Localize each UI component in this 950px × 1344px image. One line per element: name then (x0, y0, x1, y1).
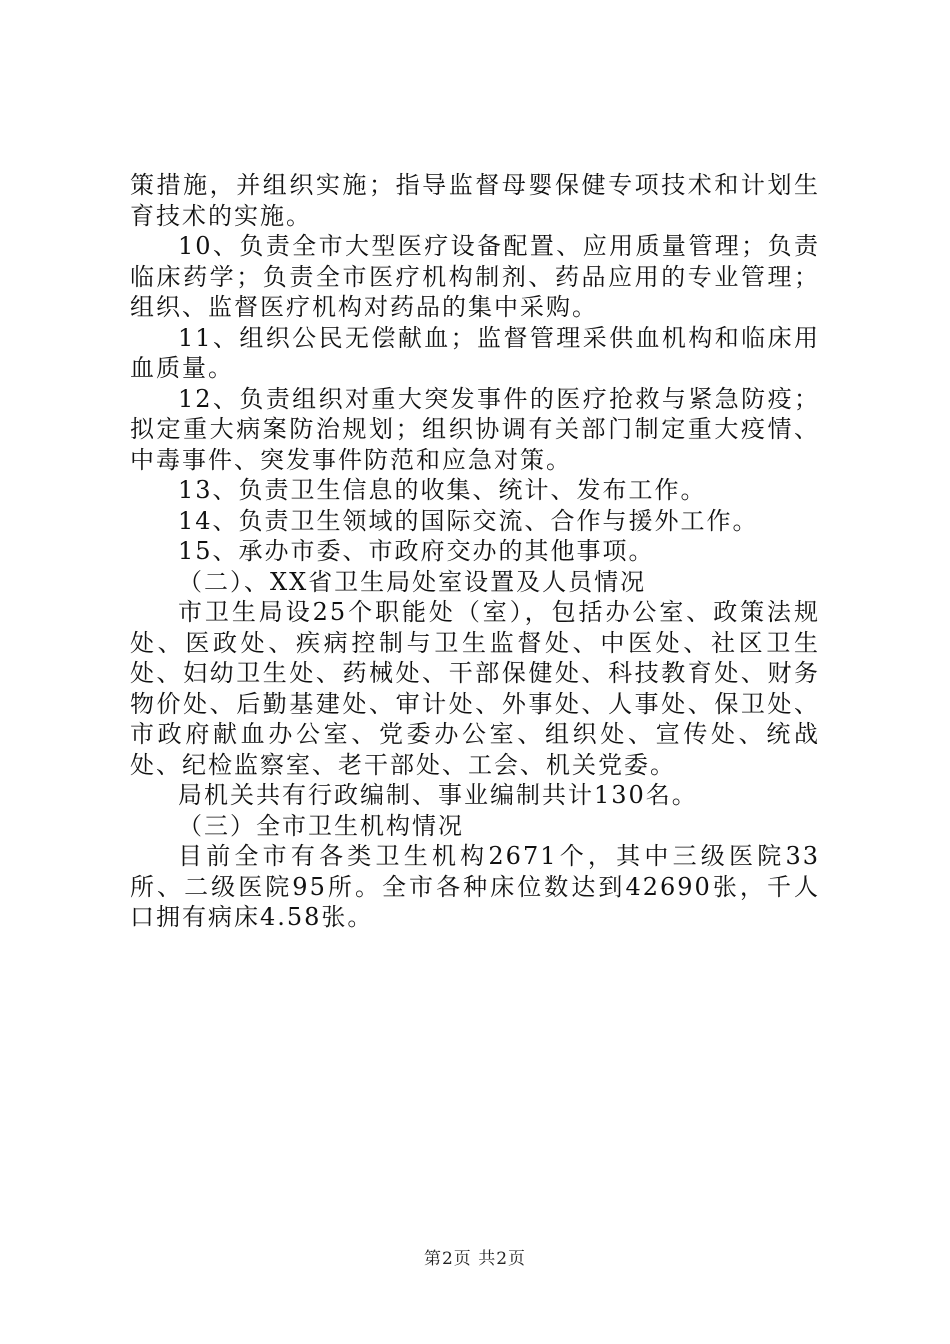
paragraph-3: 11、组织公民无偿献血；监督管理采供血机构和临床用血质量。 (130, 323, 820, 382)
paragraph-2: 10、负责全市大型医疗设备配置、应用质量管理；负责临床药学；负责全市医疗机构制剂、药品应用的专业管理；组织、监督医疗机构对药品的集中采购。 (130, 232, 820, 321)
paragraph-9: 市卫生局设25个职能处（室），包括办公室、政策法规处、医政处、疾病控制与卫生监督处、中医处、社区卫生处、妇幼卫生处、药械处、干部保健处、科技教育处、财务物价处、后勤基建处、审计处、外事处、人事处、保卫处、市政府献血办公室、党委办公室、组织处、宣传处、统战处、纪检监察室、老干部处、工会、机关党委。 (130, 598, 820, 779)
paragraph-4: 12、负责组织对重大突发事件的医疗抢救与紧急防疫；拟定重大病案防治规划；组织协调有关部门制定重大疫情、中毒事件、突发事件防范和应急对策。 (130, 384, 820, 474)
paragraph-1: 策措施，并组织实施；指导监督母婴保健专项技术和计划生育技术的实施。 (130, 171, 820, 230)
section-heading-2: （二）、XX省卫生局处室设置及人员情况 (178, 567, 647, 596)
paragraph-10: 局机关共有行政编制、事业编制共计130名。 (178, 781, 698, 809)
paragraph-7: 15、承办市委、市政府交办的其他事项。 (178, 537, 655, 565)
paragraph-5: 13、负责卫生信息的收集、统计、发布工作。 (178, 476, 707, 504)
paragraph-6: 14、负责卫生领域的国际交流、合作与援外工作。 (178, 506, 759, 535)
page-footer: 第2页 共2页 (423, 1249, 527, 1269)
document-body (130, 170, 820, 933)
section-heading-3: （三）全市卫生机构情况 (178, 811, 464, 840)
paragraph-12: 目前全市有各类卫生机构2671个，其中三级医院33所、二级医院95所。全市各种床位数达到42690张，千人口拥有病床4.58张。 (130, 842, 820, 931)
